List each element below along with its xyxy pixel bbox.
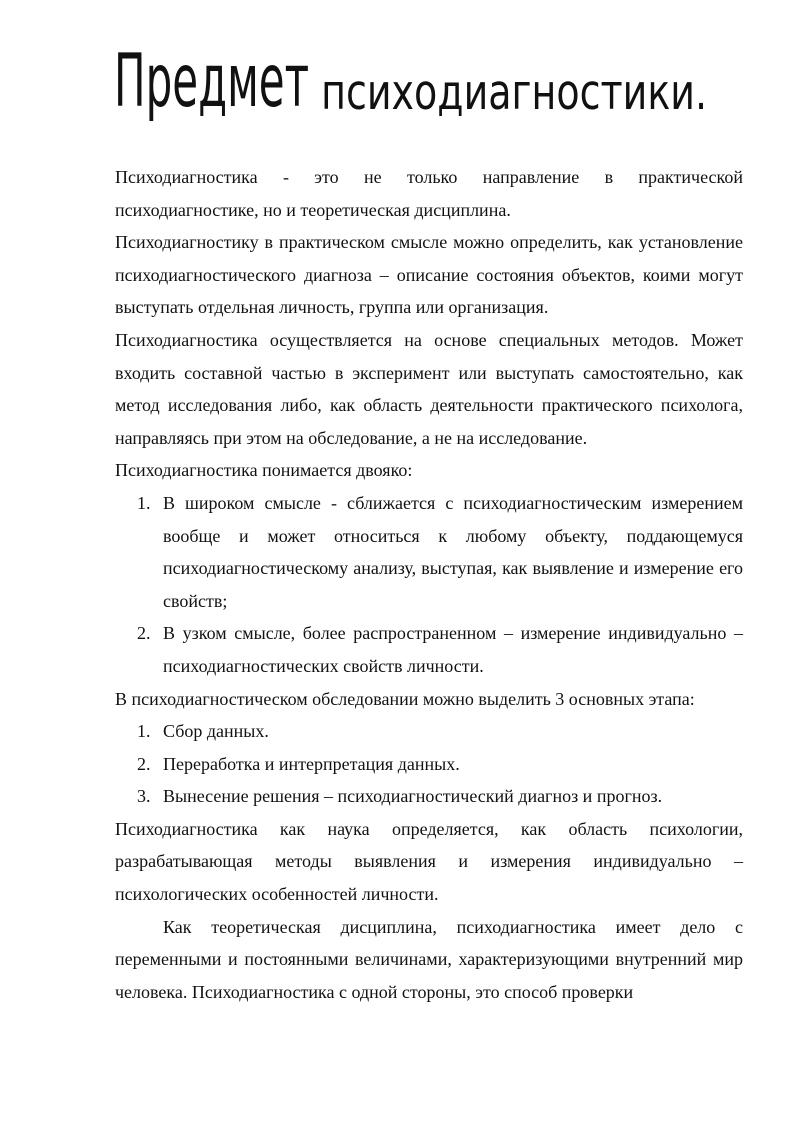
numbered-list-meanings [115, 487, 743, 683]
paragraph: Психодиагностика осуществляется на основе специальных методов. Может входить составной частью в эксперимент или выступать самостоятельно, как метод исследования либо, как область деятельности практического психолога, направляясь при этом на обследование, а не на исследование. [115, 329, 743, 448]
paragraph: Психодиагностика как наука определяется, как область психологии, разрабатывающая методы выявления и измерения индивидуально – психологических особенностей личности. [115, 818, 743, 905]
list-item-text: В широком смысле - сближается с психодиагностическим измерением вообще и может относиться к любому объекту, поддающемуся психодиагностическому анализу, выступая, как выявление и измерение его свойств; [163, 492, 743, 611]
paragraph: Психодиагностику в практическом смысле можно определить, как установление психодиагностического диагноза – описание состояния объектов, коими могут выступать отдельная личность, группа или организация. [115, 232, 743, 318]
list-item [115, 780, 743, 813]
paragraph: Психодиагностика понимается двояко: [115, 460, 413, 481]
list-item-number: 3. [137, 786, 151, 807]
list-item [115, 748, 743, 781]
list-item-number: 1. [137, 721, 151, 742]
document-body [115, 161, 743, 1008]
numbered-list-stages [115, 715, 743, 813]
title-word-2: психодиагностики. [321, 63, 708, 121]
page-title [114, 37, 774, 150]
list-item-text: Вынесение решения – психодиагностический диагноз и прогноз. [163, 786, 663, 807]
list-item [115, 487, 743, 617]
list-item [115, 617, 743, 682]
list-item-text: В узком смысле, более распространенном – измерение индивидуально – психодиагностических свойств личности. [163, 623, 743, 676]
list-item [115, 715, 743, 748]
paragraph: Психодиагностика - это не только направление в практической психодиагностике, но и теоретическая дисциплина. [115, 167, 743, 220]
paragraph: Как теоретическая дисциплина, психодиагностика имеет дело с переменными и постоянными величинами, характеризующими внутренний мир человека. Психодиагностика с одной стороны, это способ проверки [115, 916, 743, 1002]
list-item-number: 1. [137, 492, 151, 513]
list-item-number: 2. [137, 623, 151, 644]
list-item-text: Сбор данных. [163, 721, 269, 742]
paragraph: В психодиагностическом обследовании можно выделить 3 основных этапа: [115, 688, 695, 709]
list-item-number: 2. [137, 753, 151, 774]
title-word-1: Предмет [114, 37, 310, 124]
list-item-text: Переработка и интерпретация данных. [163, 753, 460, 774]
